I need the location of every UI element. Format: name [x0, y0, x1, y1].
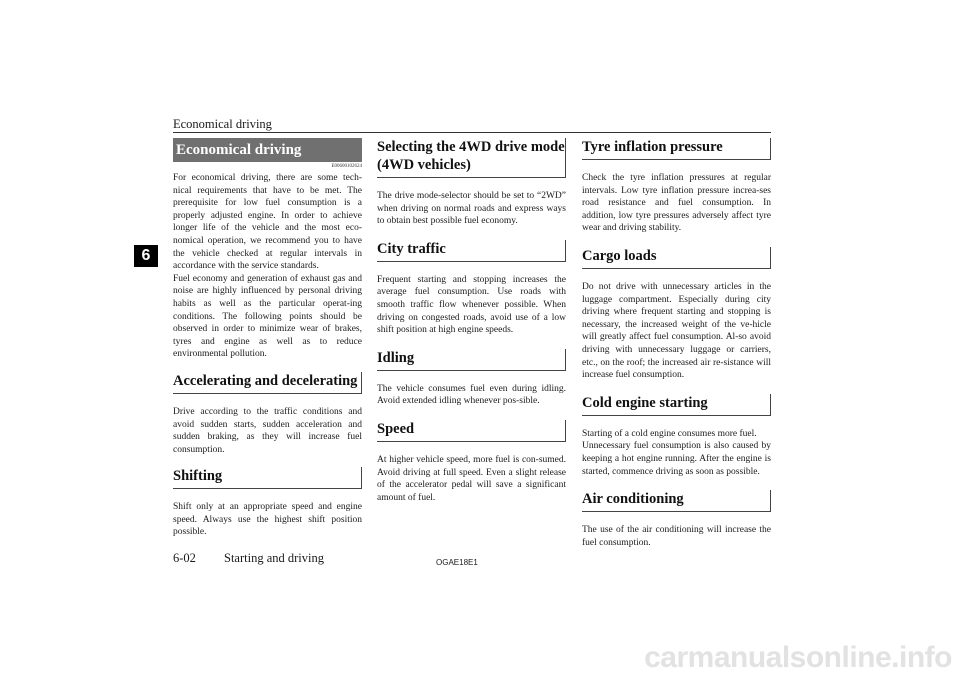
watermark: carmanualsonline.info: [644, 641, 952, 674]
idling-heading: Idling: [377, 349, 566, 371]
column-1: [173, 138, 362, 539]
tyre-pressure-text: Check the tyre inflation pressures at regular intervals. Low tyre inflation pressure increa-ses road resistance and fuel consumption. In addition, low tyre pressures adversely affect tyre wear and driving stability.: [582, 173, 771, 234]
air-conditioning-heading: Air conditioning: [582, 490, 771, 512]
column-3: [582, 138, 771, 549]
cold-engine-text: Starting of a cold engine consumes more fuel.: [582, 428, 757, 439]
4wd-heading: Selecting the 4WD drive mode (4WD vehicles): [377, 138, 566, 178]
main-title: Economical driving: [173, 138, 362, 162]
speed-heading: Speed: [377, 420, 566, 442]
accelerating-heading: Accelerating and decelerating: [173, 372, 362, 394]
section-code: E00600102624: [331, 164, 362, 169]
page-number: 6-02: [173, 551, 196, 565]
city-traffic-heading: City traffic: [377, 240, 566, 262]
cargo-loads-heading: Cargo loads: [582, 247, 771, 269]
page-header-title: Economical driving: [173, 117, 272, 131]
cargo-loads-text: Do not drive with unnecessary articles in the luggage compartment. Especially during city driving where frequent starting and stopping is necessary, the increased weight of the ve-hicle will greatly affect fuel consumption. Al-so avoid driving with unnecessary luggage or carriers, etc., on the roof; the increased air re-sistance will increase fuel consumption.: [582, 281, 771, 381]
speed-text: At higher vehicle speed, more fuel is con-sumed. Avoid driving at full speed. Even a slight release of the accelerator pedal will save a significant amount of fuel.: [377, 454, 566, 503]
footer-section-title: Starting and driving: [224, 551, 324, 565]
chapter-tab: 6: [134, 245, 158, 267]
document-code: OGAE18E1: [436, 558, 478, 567]
cold-engine-heading: Cold engine starting: [582, 394, 771, 416]
tyre-pressure-heading: Tyre inflation pressure: [582, 138, 771, 160]
4wd-text: The drive mode-selector should be set to “2WD” when driving on normal roads and express ways to obtain best possible fuel economy.: [377, 191, 566, 227]
city-traffic-text: Frequent starting and stopping increases the average fuel consumption. Use roads with smooth traffic flow whenever possible. When driving on congested roads, avoid use of a low shift position at high engine speeds.: [377, 274, 566, 336]
shifting-text: Shift only at an appropriate speed and engine speed. Always use the highest shift position possible.: [173, 502, 362, 538]
intro-paragraph: For economical driving, there are some tech-nical requirements that have to be met. The prerequisite for low fuel consumption is a properly adjusted engine. In order to achieve longer life of the vehicle and the most eco-nomical operation, we recommend you to have the vehicle checked at regular intervals in accordance with the service standards.: [173, 173, 362, 272]
accelerating-text: Drive according to the traffic conditions and avoid sudden starts, sudden acceleration and sudden braking, as they will increase fuel consumption.: [173, 406, 362, 455]
shifting-heading: Shifting: [173, 467, 362, 489]
intro-paragraph-2: Fuel economy and generation of exhaust gas and noise are highly influenced by personal driving habits as well as the particular operat-ing conditions. The following points should be observed in order to minimize wear of brakes, tyres and engine as well as to reduce environmental pollution.: [173, 273, 362, 360]
idling-text: The vehicle consumes fuel even during idling. Avoid extended idling whenever pos-sible.: [377, 383, 566, 407]
column-2: [377, 138, 566, 504]
header-rule: [173, 132, 771, 133]
cold-engine-text-2: Unnecessary fuel consumption is also caused by keeping a hot engine running. After the engine is started, commence driving as soon as possible.: [582, 441, 771, 477]
air-conditioning-text: The use of the air conditioning will increase the fuel consumption.: [582, 525, 771, 548]
